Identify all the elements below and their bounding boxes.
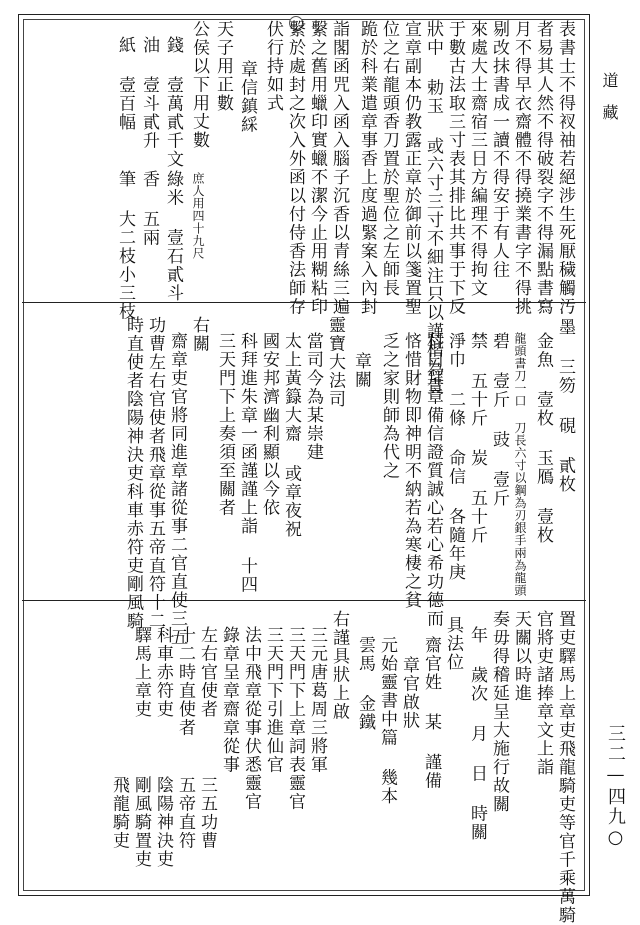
text-column: 具法位 (443, 616, 463, 672)
text-column: 禁 五十斤 炭 五十斤 (467, 332, 487, 545)
text-column: 淨巾 二條 命信 各隨年庚 (445, 332, 465, 582)
text-column: 奏毋得稽延呈大施行故關 (489, 610, 509, 814)
text-column: 三五功曹 (197, 776, 217, 850)
heading: 章信鎮綵 (237, 60, 257, 134)
text-column: 左右官使者 (197, 626, 217, 719)
text-column: 墨 三笏 硯 貳枚 (555, 318, 575, 494)
text-column: 表書士不得衩䄂若絕涉生死厭穢觸汚 (555, 20, 575, 316)
text-column: 科車赤符吏 (153, 626, 173, 719)
page-number: 三二—四九○ (605, 724, 626, 850)
text-column: 乏之家則師為代之 (379, 332, 399, 480)
text-column: 科拜進朱章一函謹謹上詣 十四 (237, 332, 257, 594)
text-column: 三天門下上奏須至關者 (215, 332, 235, 517)
offering-item: 錢 壹萬貳千文 (163, 36, 183, 169)
text-column: 陰陽神決吏 (153, 776, 173, 869)
text-column: 右謹具狀上啟 (329, 610, 349, 721)
text-column: 國安邦濟幽利顯以今依 (259, 332, 279, 517)
text-column: 齋章吏官將同進章諸從事二官直使三五 (167, 332, 187, 647)
text-column: 三天門下引進仙官 (263, 626, 283, 774)
text-column: 齋官姓 某 謹備 (421, 636, 441, 790)
text-column: 月不得早衣齋體不得撓業書字不得挑 (511, 20, 531, 316)
text-column: 龍頭書刀一口 刀長六寸以鋼為刃銀手兩為龍頭 (513, 332, 527, 597)
text-column: 悋惜財物即神明不納若為寒棲之貧 (401, 332, 421, 610)
text-column: 錄章呈章齋章從事 (219, 626, 239, 774)
text-column: 三天門下上章詞表靈官 (285, 626, 305, 811)
text-column: 太上黃籙大齋 或章夜祝 (281, 332, 301, 539)
offering-item: 筆 大二枝小三枝 (115, 170, 135, 321)
text-column: 金魚 壹枚 玉鴈 壹枚 (533, 332, 553, 545)
text-column: 繫於處封之次入外函以付侍香法師存 (285, 20, 305, 316)
text-column: 宣章副本仍教露正章於御前以箋置聖 (401, 20, 421, 316)
text-column: 剔改抹書成一讀不得安于有人往 (489, 20, 509, 279)
text-column: 年 歲次 月 日 時關 (467, 626, 487, 842)
offering-item: 紙 壹百幅 (115, 36, 135, 132)
text-column: 公侯以下用丈數 (189, 20, 209, 150)
text-column: 于數古法取三寸表其排比共事于下反 (445, 20, 465, 316)
text-column: 驛馬上章吏 (131, 626, 151, 719)
section-divider-2 (22, 600, 586, 601)
text-column: 者易其人然不得破裂字不得漏點書寫 (533, 20, 553, 316)
text-column: 天子用正數 (213, 20, 233, 113)
text-column: 時直使者陰陽神決吏科車赤符吏剛風騎 (123, 316, 143, 631)
text-column: 跪於科業遣章事香上度過緊案入內封 (357, 20, 377, 316)
text-column: 繫之舊用蠟印實蠟不潔今止用糊粘印 (307, 20, 327, 316)
text-column: 元始靈書中篇 幾本 (377, 636, 397, 806)
text-column: 科曰拜章備信證質誠心若心希功德而 (423, 332, 443, 628)
text-column: 來處大士齋宿三日方編理不得拘文 (467, 20, 487, 298)
text-column: 十二時直使者 (175, 626, 195, 737)
text-column: 靈寶大法司 (325, 316, 345, 409)
margin-label: 道藏 (600, 72, 619, 136)
text-column: 伏行持如式 (263, 20, 283, 113)
text-column: 法中飛章從事伏悉靈官 (241, 626, 261, 811)
text-column: 位之右龍頭香刀置於聖位之左師長 (379, 20, 399, 298)
text-column: 碧 壹斤 豉 壹斤 (489, 332, 509, 508)
text-column: 雲馬 金鐵 (355, 636, 375, 732)
text-column: 當司今為某崇建 (303, 332, 323, 462)
text-column: 剛風騎置吏 (131, 776, 151, 869)
text-column: 官將吏諸捧章文上詣 (533, 610, 553, 777)
text-column: 三元唐葛周三將軍 (307, 626, 327, 774)
offering-item: 油 壹斗貳升 (139, 36, 159, 150)
section-bottom (24, 606, 584, 925)
text-column: 飛龍騎吏 (109, 776, 129, 850)
text-column: 詣閣函咒入函入腦子沉香以青絲三遍 (329, 20, 349, 316)
offering-item: 香 五兩 (139, 170, 159, 247)
text-column: 功曹左右官使者飛章從事五帝直符十二 (145, 316, 165, 631)
text-column: 五帝直符 (175, 776, 195, 850)
text-column: 置吏驛馬上章吏飛龍騎吏等官千乘萬騎 (555, 610, 575, 925)
text-column: 庶人用四十九尺 (191, 172, 205, 260)
text-column: 右關 (189, 316, 209, 353)
text-column: 天關以時進 (511, 610, 531, 703)
heading: 章關 (351, 352, 371, 389)
offering-item: 綠米 壹石貳斗 (163, 170, 183, 303)
text-column: 狀中 勅玉 或六寸三寸不細注只以謹楷為貴 (423, 20, 443, 396)
text-column: 章官啟狀 (399, 656, 419, 730)
